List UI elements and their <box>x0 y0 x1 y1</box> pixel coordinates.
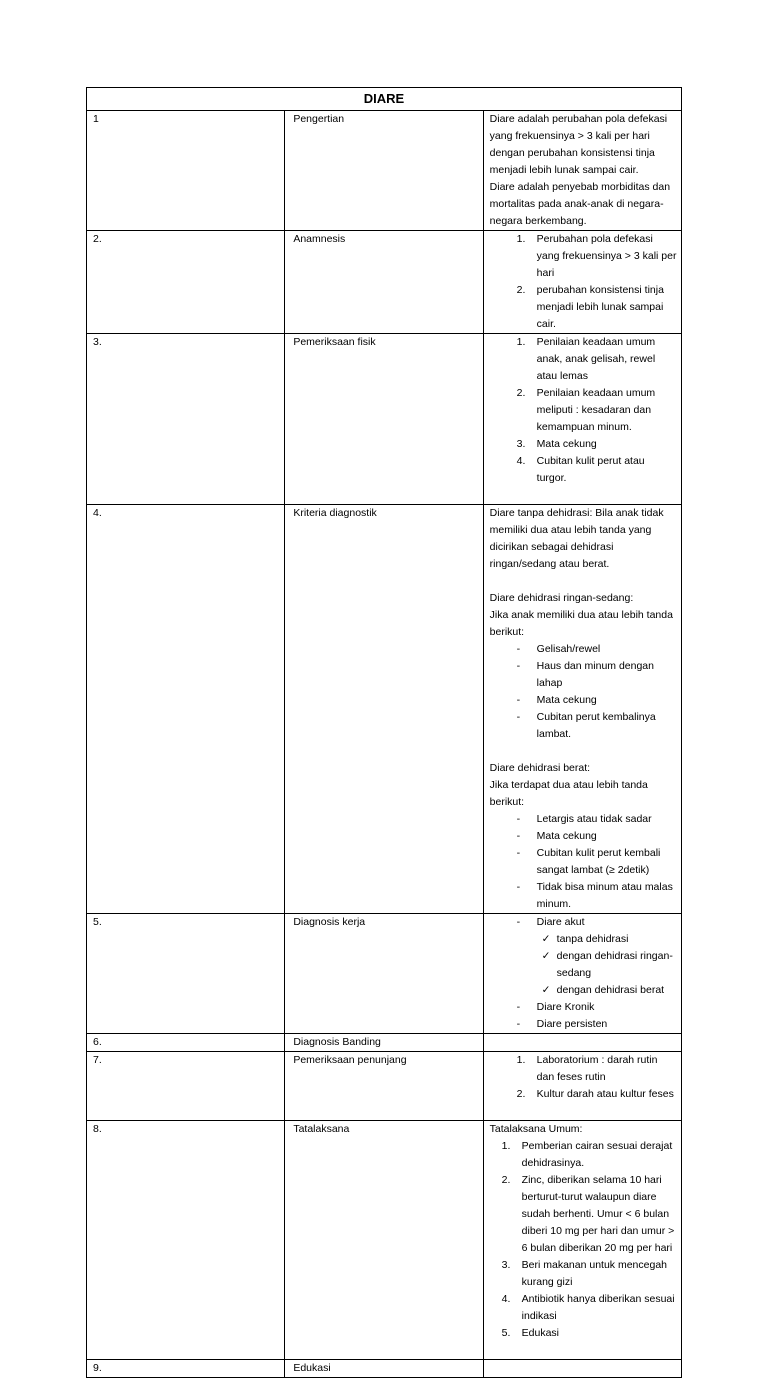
list-item: - Diare akut <box>516 916 585 928</box>
row-label: Edukasi <box>285 1360 483 1378</box>
row-content <box>483 1360 681 1378</box>
check-icon: ✓ <box>541 984 551 996</box>
list-item: - Gelisah/rewel <box>516 643 601 655</box>
list-item: 1. Perubahan pola defekasi yang frekuensinya > 3 kali per hari <box>516 233 677 279</box>
list-item: 4. Antibiotik hanya diberikan sesuai indikasi <box>501 1293 675 1322</box>
row-label: Tatalaksana <box>285 1121 483 1360</box>
row-number: 9. <box>87 1360 285 1378</box>
table-row <box>87 231 682 334</box>
paragraph: Jika terdapat dua atau lebih tanda berikut: <box>489 779 648 808</box>
list-item: - Letargis atau tidak sadar <box>516 813 652 825</box>
row-number: 6. <box>87 1034 285 1052</box>
row-number: 3. <box>87 334 285 505</box>
dash-list <box>490 914 677 931</box>
paragraph: Diare adalah penyebab morbiditas dan mortalitas pada anak-anak di negara-negara berkembang. <box>489 181 671 227</box>
list-item: - Mata cekung <box>516 830 597 842</box>
row-content <box>483 334 681 505</box>
table-row <box>87 1052 682 1121</box>
list-item: - Haus dan minum dengan lahap <box>516 660 654 689</box>
row-number: 8. <box>87 1121 285 1360</box>
row-label: Pemeriksaan fisik <box>285 334 483 505</box>
numbered-list <box>490 1138 677 1342</box>
check-icon: ✓ <box>541 933 551 945</box>
table-row <box>87 111 682 231</box>
list-item: ✓ tanpa dehidrasi <box>490 931 677 948</box>
list-item: - Diare persisten <box>516 1018 608 1030</box>
paragraph: Diare tanpa dehidrasi: Bila anak tidak memiliki dua atau lebih tanda yang dicirikan sebagai dehidrasi ringan/sedang atau berat. <box>489 507 664 570</box>
row-number: 2. <box>87 231 285 334</box>
table-row <box>87 914 682 1034</box>
row-number: 4. <box>87 505 285 914</box>
row-number: 1 <box>87 111 285 231</box>
row-number: 5. <box>87 914 285 1034</box>
row-label: Pengertian <box>285 111 483 231</box>
subheading: Tatalaksana Umum: <box>489 1123 583 1135</box>
list-item: ✓ dengan dehidrasi ringan-sedang <box>541 950 673 979</box>
numbered-list <box>490 1052 677 1103</box>
row-label: Diagnosis kerja <box>285 914 483 1034</box>
paragraph: Diare adalah perubahan pola defekasi yang frekuensinya > 3 kali per hari dengan perubahan konsistensi tinja menjadi lebih lunak sampai cair. <box>489 113 668 176</box>
list-item: 1. Pemberian cairan sesuai derajat dehidrasinya. <box>501 1140 673 1169</box>
row-content <box>483 1121 681 1360</box>
document-title: DIARE <box>87 88 682 111</box>
subheading: Diare dehidrasi berat: <box>489 762 591 774</box>
check-list <box>490 931 677 999</box>
row-content <box>483 1034 681 1052</box>
list-item: 2. Kultur darah atau kultur feses <box>516 1088 674 1100</box>
dash-list <box>490 999 677 1033</box>
row-label: Diagnosis Banding <box>285 1034 483 1052</box>
row-content <box>483 505 681 914</box>
subheading: Diare dehidrasi ringan-sedang: <box>489 592 634 604</box>
table-row <box>87 1034 682 1052</box>
diare-table <box>86 87 682 1378</box>
list-item: - Mata cekung <box>516 694 597 706</box>
table-row <box>87 334 682 505</box>
row-label: Anamnesis <box>285 231 483 334</box>
dash-list <box>490 811 677 913</box>
row-content <box>483 231 681 334</box>
row-label: Kriteria diagnostik <box>285 505 483 914</box>
list-item: 2. Zinc, diberikan selama 10 hari berturut-turut walaupun diare sudah berhenti. Umur < 6 bulan diberi 10 mg per hari dan umur > 6 bulan diberikan 20 mg per hari <box>501 1174 675 1254</box>
list-item: ✓ dengan dehidrasi berat <box>490 982 677 999</box>
list-item: 1. Laboratorium : darah rutin dan feses rutin <box>516 1054 658 1083</box>
table-row <box>87 1360 682 1378</box>
row-content <box>483 914 681 1034</box>
list-item: - Diare Kronik <box>516 1001 595 1013</box>
row-content <box>483 111 681 231</box>
paragraph: Jika anak memiliki dua atau lebih tanda berikut: <box>489 609 673 638</box>
list-item: 4. Cubitan kulit perut atau turgor. <box>516 455 645 484</box>
table-row <box>87 1121 682 1360</box>
numbered-list <box>490 231 677 333</box>
row-number: 7. <box>87 1052 285 1121</box>
list-item: 3. Mata cekung <box>516 438 597 450</box>
list-item: - Tidak bisa minum atau malas minum. <box>516 881 673 910</box>
numbered-list <box>490 334 677 487</box>
list-item: - Cubitan perut kembalinya lambat. <box>516 711 656 740</box>
list-item: 2. perubahan konsistensi tinja menjadi lebih lunak sampai cair. <box>516 284 664 330</box>
row-label: Pemeriksaan penunjang <box>285 1052 483 1121</box>
list-item: 5. Edukasi <box>501 1327 560 1339</box>
table-row <box>87 505 682 914</box>
list-item: 1. Penilaian keadaan umum anak, anak gelisah, rewel atau lemas <box>516 336 656 382</box>
list-item: 2. Penilaian keadaan umum meliputi : kesadaran dan kemampuan minum. <box>516 387 656 433</box>
check-icon: ✓ <box>541 950 551 962</box>
title-row <box>87 88 682 111</box>
list-item: 3. Beri makanan untuk mencegah kurang gizi <box>501 1259 667 1288</box>
list-item: - Cubitan kulit perut kembali sangat lambat (≥ 2detik) <box>516 847 661 876</box>
row-content <box>483 1052 681 1121</box>
dash-list <box>490 641 677 743</box>
